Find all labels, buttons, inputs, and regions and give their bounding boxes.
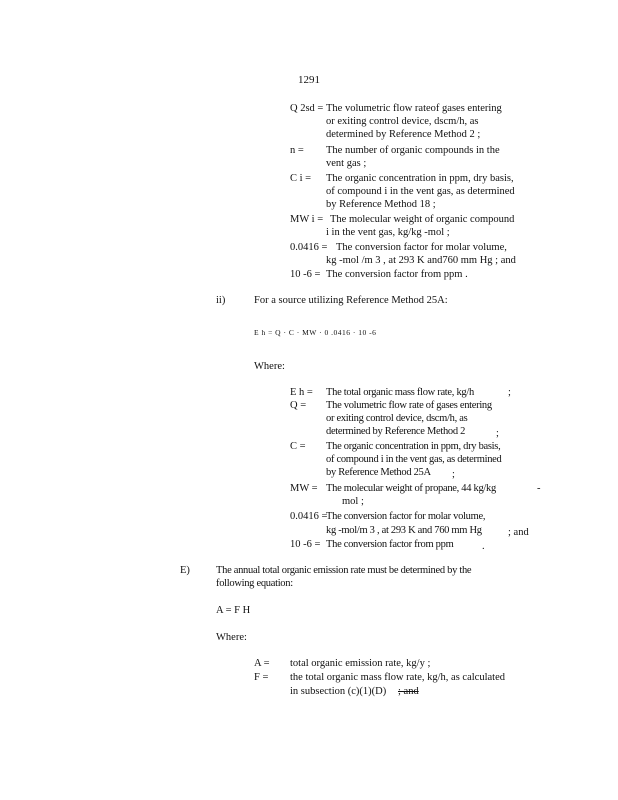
def2-0416-end: ; and [508,527,529,538]
def-mwi-line1: The molecular weight of organic compound [330,214,515,225]
def-ci-line3: by Reference Method 18 ; [326,199,436,210]
page-number: 1291 [298,74,320,86]
def2-1e6-end: . [482,541,485,552]
def2-eh-term: E h = [290,387,313,398]
def2-c-end: ; [452,469,455,480]
def3-a-term: A = [254,658,270,669]
def-n-line2: vent gas ; [326,158,367,169]
section-e-line1: The annual total organic emission rate must be determined by the [216,565,472,576]
def3-f-term: F = [254,672,269,683]
def3-f-strike: ; and [398,686,419,697]
def2-q-end: ; [496,428,499,439]
def2-mw-term: MW = [290,483,318,494]
def-1e6-line1: The conversion factor from ppm . [326,269,468,280]
def2-c-line1: The organic concentration in ppm, dry basis, [326,441,501,452]
subsection-ii-label: ii) [216,295,226,306]
def-mwi-term: MW i = [290,214,324,225]
def2-eh-line1: The total organic mass flow rate, kg/h [326,387,474,398]
def2-0416-term: 0.0416 = [290,511,328,522]
def-ci-line1: The organic concentration in ppm, dry basis, [326,173,514,184]
def2-mw-dash: - [537,483,541,494]
equation-eh: E h = Q · C · MW · 0 .0416 · 10 -6 [254,328,377,337]
def2-c-line3: by Reference Method 25A [326,467,431,478]
def-n-term: n = [290,145,304,156]
def-0416-line1: The conversion factor for molar volume, [336,242,507,253]
def2-1e6-line1: The conversion factor from ppm [326,539,454,550]
section-e-line2: following equation: [216,578,293,589]
where-label-2: Where: [216,632,247,643]
def-q2sd-term: Q 2sd = [290,103,324,114]
def2-q-line3: determined by Reference Method 2 [326,426,466,437]
def3-a-line1: total organic emission rate, kg/y ; [290,658,431,669]
def-1e6-term: 10 -6 = [290,269,321,280]
def2-c-line2: of compound i in the vent gas, as determined [326,454,502,465]
def-n-line1: The number of organic compounds in the [326,145,500,156]
def-ci-line2: of compound i in the vent gas, as determined [326,186,515,197]
subsection-ii-text: For a source utilizing Reference Method 25A: [254,295,448,306]
where-label-1: Where: [254,361,285,372]
def2-0416-line2: kg -mol/m 3 , at 293 K and 760 mm Hg [326,525,482,536]
def2-mw-line1: The molecular weight of propane, 44 kg/kg [326,483,496,494]
def2-eh-end: ; [508,387,511,398]
def3-f-line1: the total organic mass flow rate, kg/h, as calculated [290,672,505,683]
def-q2sd-line2: or exiting control device, dscm/h, as [326,116,479,127]
def-ci-term: C i = [290,173,312,184]
def2-c-term: C = [290,441,306,452]
def2-q-line1: The volumetric flow rate of gases entering [326,400,492,411]
def2-mw-line2: mol ; [342,496,364,507]
def-0416-line2: kg -mol /m 3 , at 293 K and760 mm Hg ; and [326,255,516,266]
def2-1e6-term: 10 -6 = [290,539,321,550]
def-0416-term: 0.0416 = [290,242,328,253]
def-q2sd-line3: determined by Reference Method 2 ; [326,129,481,140]
section-e-label: E) [180,565,190,576]
def2-q-term: Q = [290,400,307,411]
equation-a: A = F H [216,605,251,616]
def2-0416-line1: The conversion factor for molar volume, [326,511,486,522]
def-mwi-line2: i in the vent gas, kg/kg -mol ; [326,227,450,238]
def-q2sd-line1: The volumetric flow rateof gases entering [326,103,502,114]
def2-q-line2: or exiting control device, dscm/h, as [326,413,468,424]
def3-f-line2: in subsection (c)(1)(D) [290,686,387,697]
